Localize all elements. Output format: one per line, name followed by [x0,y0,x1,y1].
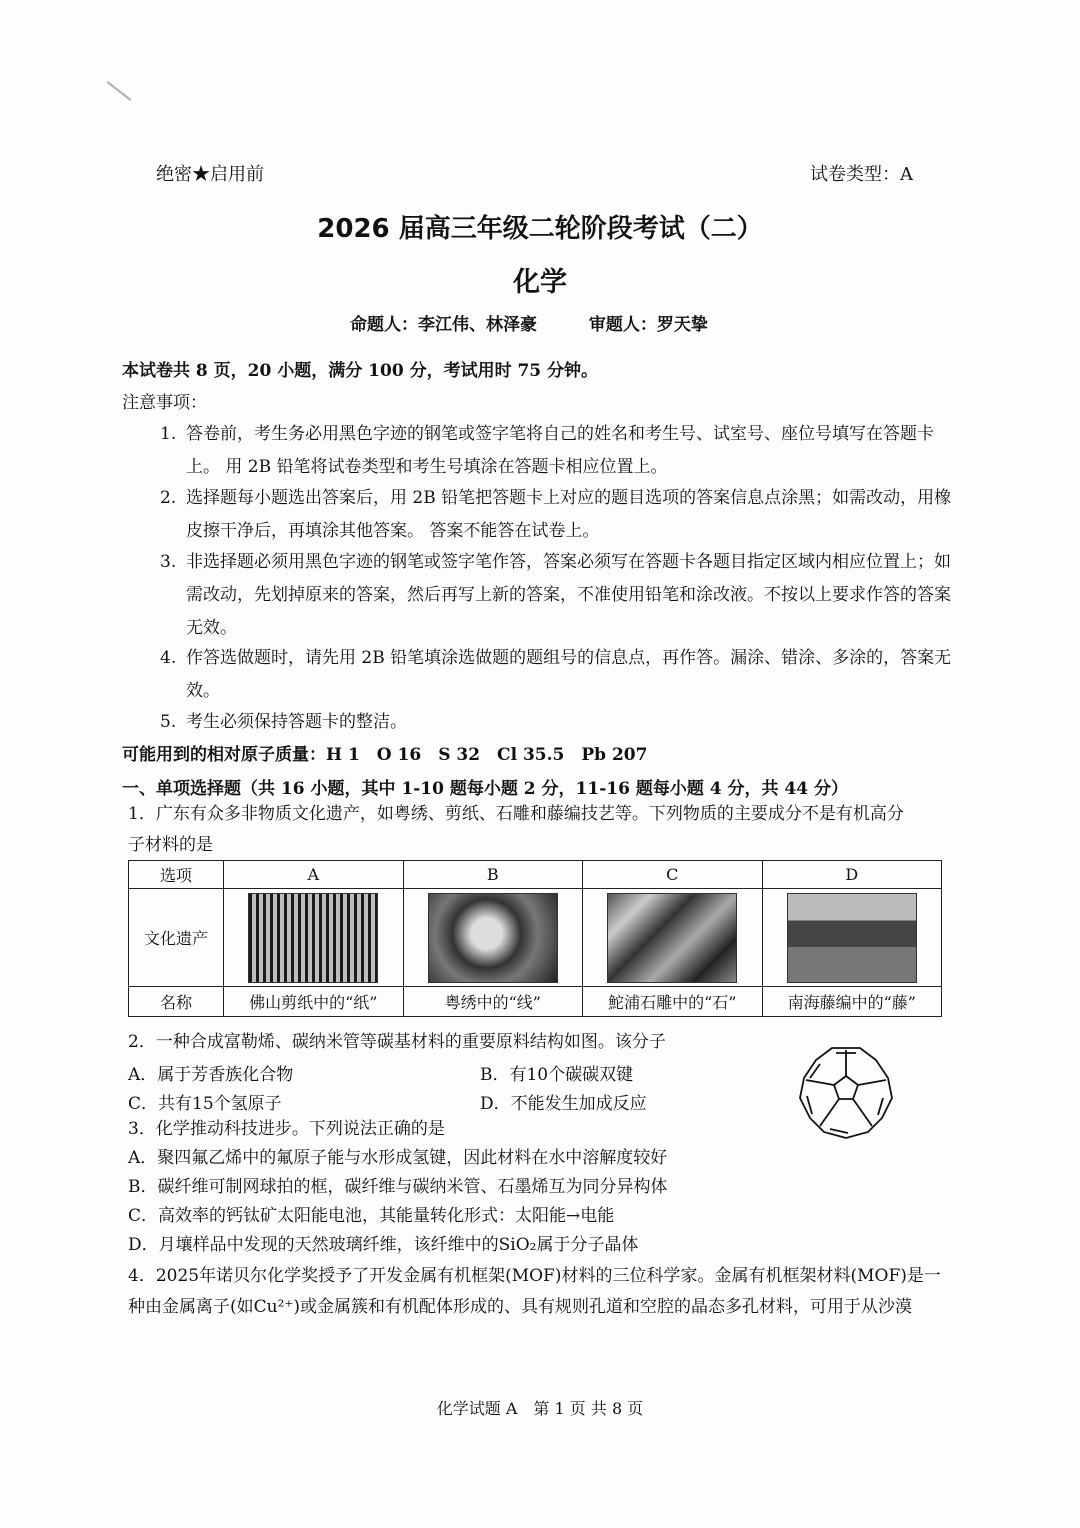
rattan-weaving-image [787,893,917,983]
row-header-options: 选项 [129,861,224,889]
page-footer: 化学试题 A 第 1 页 共 8 页 [436,1399,644,1418]
q3-stem: 3．化学推动科技进步。下列说法正确的是 [128,1119,445,1139]
q2-stem: 2．一种合成富勒烯、碳纳米管等碳基材料的重要原料结构如图。该分子 [128,1032,666,1052]
option-b-image-cell [403,889,583,987]
note-item [160,482,956,548]
note-number: 5. [160,712,177,732]
note-text: 答卷前，考生务必用黑色字迹的钢笔或签字笔将自己的姓名和考生号、试室号、座位号填写在答题卡上。 用 2B 铅笔将试卷类型和考生号填涂在答题卡相应位置上。 [186,424,934,477]
stone-carving-image [607,893,737,983]
option-b-letter: B [403,861,583,889]
atomic-masses: 可能用到的相对原子质量：H 1 O 16 S 32 Cl 35.5 Pb 207 [122,745,648,765]
row-header-name: 名称 [129,987,224,1017]
option-c-name: 鮀浦石雕中的“石” [583,987,763,1017]
note-number: 2. [160,488,177,508]
q1-stem-line2: 子材料的是 [128,835,213,855]
option-d-name: 南海藤编中的“藤” [762,987,942,1017]
option-a-name: 佛山剪纸中的“纸” [224,987,404,1017]
option-c-letter: C [583,861,763,889]
corannulene-structure-diagram [790,1036,902,1142]
option-a-letter: A [224,861,404,889]
note-number: 3. [160,552,177,572]
option-b-name: 粤绣中的“线” [403,987,583,1017]
note-item [160,642,956,708]
q1-options-table [128,860,942,1017]
note-item [160,546,956,645]
intro-line: 本试卷共 8 页，20 小题，满分 100 分，考试用时 75 分钟。 [122,361,599,381]
subject-title: 化学 [513,267,567,298]
option-d-image-cell [762,889,942,987]
q2-option-d: D．不能发生加成反应 [480,1094,647,1114]
q4-line2: 种由金属离子(如Cu²⁺)或金属簇和有机配体形成的、具有规则孔道和空腔的晶态多孔材料，可用于从沙漠 [128,1297,913,1317]
note-text: 选择题每小题选出答案后，用 2B 铅笔把答题卡上对应的题目选项的答案信息点涂黑；如需改动，用橡皮擦干净后，再填涂其他答案。 答案不能答在试卷上。 [186,488,952,541]
authors-line [350,310,754,335]
row-header-heritage: 文化遗产 [129,889,224,987]
q2-option-a: A．属于芳香族化合物 [128,1065,294,1085]
confidential-label: 绝密★启用前 [156,164,264,185]
option-c-image-cell [583,889,763,987]
note-item [160,418,956,484]
central-ring [834,1076,858,1099]
q2-option-b: B．有10个碳碳双键 [480,1065,634,1085]
q3-option-b: B．碳纤维可制网球拍的框，碳纤维与碳纳米管、石墨烯互为同分异构体 [128,1177,668,1197]
note-item [160,706,956,739]
paper-type-label: 试卷类型：A [810,164,913,185]
note-text: 作答选做题时，请先用 2B 铅笔填涂选做题的题组号的信息点，再作答。漏涂、错涂、多涂的，答案无效。 [186,648,952,701]
q1-stem-line1: 1．广东有众多非物质文化遗产，如粤绣、剪纸、石雕和藤编技艺等。下列物质的主要成分不是有机高分 [128,804,904,824]
q3-option-c: C．高效率的钙钛矿太阳能电池，其能量转化形式：太阳能→电能 [128,1206,615,1226]
q3-option-d: D．月壤样品中发现的天然玻璃纤维，该纤维中的SiO₂属于分子晶体 [128,1235,639,1255]
note-number: 1. [160,424,177,444]
q3-option-a: A．聚四氟乙烯中的氟原子能与水形成氢键，因此材料在水中溶解度较好 [128,1148,668,1168]
note-text: 考生必须保持答题卡的整洁。 [186,712,407,732]
option-d-letter: D [762,861,942,889]
paper-cutting-image [248,893,378,983]
section1-heading: 一、单项选择题（共 16 小题，其中 1-10 题每小题 2 分，11-16 题每小题 4 分，共 44 分） [122,779,848,799]
notes-heading: 注意事项： [122,393,207,413]
note-text: 非选择题必须用黑色字迹的钢笔或签字笔作答，答案必须写在答题卡各题目指定区域内相应位置上；如需改动，先划掉原来的答案，然后再写上新的答案，不准使用铅笔和涂改液。不按以上要求作答的答案无效。 [186,552,951,638]
reviewer: 审题人：罗天挚 [588,315,708,335]
q4-line1: 4．2025年诺贝尔化学奖授予了开发金属有机框架(MOF)材料的三位科学家。金属有机框架材料(MOF)是一 [128,1266,941,1286]
scan-smudge [107,81,132,101]
exam-title: 2026 届高三年级二轮阶段考试（二） [317,214,763,244]
note-number: 4. [160,648,177,668]
option-a-image-cell [224,889,404,987]
embroidery-image [428,893,558,983]
q2-option-c: C．共有15个氢原子 [128,1094,282,1114]
setters: 命题人：李江伟、林泽豪 [350,315,537,335]
